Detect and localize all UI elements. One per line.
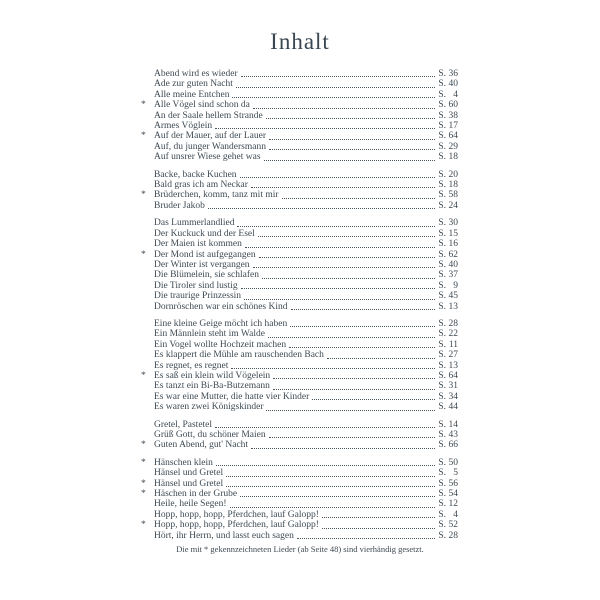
page-prefix: S. xyxy=(438,489,446,500)
page-number: 54 xyxy=(448,489,458,500)
page-prefix: S. xyxy=(438,457,446,468)
toc-entry xyxy=(141,479,458,489)
toc-entry xyxy=(141,371,458,381)
page-ref xyxy=(438,229,458,239)
page-ref xyxy=(438,499,458,509)
page-prefix: S. xyxy=(438,239,446,250)
page-ref xyxy=(438,69,458,79)
dot-leader xyxy=(253,108,435,109)
page-number: 36 xyxy=(448,69,458,79)
toc-entry xyxy=(141,260,458,270)
footnote: Die mit * gekennzeichneten Lieder (ab Seite 48) sind vierhändig gesetzt. xyxy=(176,544,424,554)
song-title: Alle Vögel sind schon da xyxy=(154,100,250,111)
toc-entry xyxy=(141,420,458,430)
song-title: Brüderchen, komm, tanz mit mir xyxy=(154,190,279,201)
page-prefix: S. xyxy=(438,190,446,201)
page-prefix: S. xyxy=(438,200,446,211)
dot-leader xyxy=(241,288,436,289)
toc-entry xyxy=(141,90,458,100)
song-title: Die Blümelein, sie schlafen xyxy=(154,270,259,281)
page-ref xyxy=(438,100,458,110)
dot-leader xyxy=(289,347,435,348)
song-title: Die Tiroler sind lustig xyxy=(154,280,238,291)
page-number: 16 xyxy=(448,239,458,250)
toc-group xyxy=(141,458,458,541)
song-title: Hänsel und Gretel xyxy=(154,468,224,479)
star-marker: * xyxy=(141,520,146,531)
page-ref xyxy=(438,458,458,468)
song-title: Es regnet, es regnet xyxy=(154,360,229,371)
toc-entry xyxy=(141,499,458,509)
toc-list xyxy=(141,69,458,548)
page-number: 62 xyxy=(448,249,458,260)
page-number: 29 xyxy=(448,141,458,152)
page-prefix: S. xyxy=(438,419,446,430)
page-prefix: S. xyxy=(438,259,446,270)
toc-entry xyxy=(141,229,458,239)
page-ref xyxy=(438,381,458,391)
song-title: Ein Männlein steht im Walde xyxy=(154,329,265,340)
page-number: 60 xyxy=(448,100,458,111)
song-title: Es waren zwei Königskinder xyxy=(154,402,264,413)
song-title: Bald gras ich am Neckar xyxy=(154,180,248,191)
toc-entry xyxy=(141,170,458,180)
song-title: Bruder Jakob xyxy=(154,200,205,211)
page-prefix: S. xyxy=(438,360,446,371)
song-title: Ade zur guten Nacht xyxy=(154,79,233,90)
song-title: Hopp, hopp, hopp, Pferdchen, lauf Galopp! xyxy=(154,509,319,520)
song-title: Alle meine Entchen xyxy=(154,89,230,100)
star-marker: * xyxy=(141,478,146,489)
song-title: Guten Abend, gut' Nacht xyxy=(154,440,249,451)
page-number: 12 xyxy=(448,499,458,510)
page-prefix: S. xyxy=(438,141,446,152)
page-prefix: S. xyxy=(438,391,446,402)
toc-entry xyxy=(141,350,458,360)
page-prefix: S. xyxy=(438,350,446,361)
page-number: 40 xyxy=(448,259,458,270)
page-number: 34 xyxy=(448,391,458,402)
dot-leader xyxy=(215,128,435,129)
star-marker: * xyxy=(141,489,146,500)
page-ref xyxy=(438,111,458,121)
page-number: 15 xyxy=(448,228,458,239)
page-ref xyxy=(438,239,458,249)
song-title: Ein Vogel wollte Hochzeit machen xyxy=(154,339,287,350)
dot-leader xyxy=(215,427,435,428)
page-ref xyxy=(438,79,458,89)
page-prefix: S. xyxy=(438,318,446,329)
dot-leader xyxy=(251,448,435,449)
page-ref xyxy=(438,319,458,329)
page-number: 31 xyxy=(448,381,458,392)
dot-leader xyxy=(290,326,435,327)
page-ref xyxy=(438,531,458,541)
page-ref xyxy=(438,468,458,478)
dot-leader xyxy=(231,368,435,369)
dot-leader xyxy=(226,486,435,487)
song-title: Der Mond ist aufgegangen xyxy=(154,249,256,260)
song-title: An der Saale hellem Strande xyxy=(154,110,263,121)
toc-entry xyxy=(141,121,458,131)
dot-leader xyxy=(230,507,436,508)
page-ref xyxy=(438,392,458,402)
page-ref xyxy=(438,302,458,312)
page-number: 58 xyxy=(448,190,458,201)
page-title: Inhalt xyxy=(270,29,330,54)
page-prefix: S. xyxy=(438,180,446,191)
page-number: 40 xyxy=(448,79,458,90)
page-number: 64 xyxy=(448,131,458,142)
page-number: 4 xyxy=(453,509,458,520)
toc-entry xyxy=(141,361,458,371)
page-number: 52 xyxy=(448,520,458,531)
page-number: 20 xyxy=(448,169,458,180)
page-ref xyxy=(438,479,458,489)
dot-leader xyxy=(264,160,436,161)
toc-entry xyxy=(141,520,458,530)
page-ref xyxy=(438,350,458,360)
toc-entry xyxy=(141,340,458,350)
page-prefix: S. xyxy=(438,291,446,302)
song-title: Das Lummerlandlied xyxy=(154,218,235,229)
toc-entry xyxy=(141,270,458,280)
dot-leader xyxy=(297,538,436,539)
song-title: Der Maien ist kommen xyxy=(154,239,242,250)
page-ref xyxy=(438,90,458,100)
page-number: 43 xyxy=(448,430,458,440)
song-title: Eine kleine Geige möcht ich haben xyxy=(154,318,288,329)
page-ref xyxy=(438,371,458,381)
page-ref xyxy=(438,142,458,152)
toc-entry xyxy=(141,319,458,329)
dot-leader xyxy=(273,389,436,390)
dot-leader xyxy=(322,517,435,518)
page-ref xyxy=(438,190,458,200)
song-title: Der Winter ist vergangen xyxy=(154,259,250,270)
page-number: 37 xyxy=(448,270,458,281)
dot-leader xyxy=(253,267,436,268)
toc-group xyxy=(141,420,458,451)
toc-entry xyxy=(141,180,458,190)
page-number: 5 xyxy=(453,468,458,479)
dot-leader xyxy=(258,236,436,237)
page-ref xyxy=(438,131,458,141)
dot-leader xyxy=(216,465,436,466)
toc-entry xyxy=(141,142,458,152)
page-number: 28 xyxy=(448,318,458,329)
star-marker: * xyxy=(141,190,146,201)
page-prefix: S. xyxy=(438,89,446,100)
star-marker: * xyxy=(141,131,146,142)
page-prefix: S. xyxy=(438,430,446,440)
toc-entry xyxy=(141,402,458,412)
page-ref xyxy=(438,260,458,270)
page-ref xyxy=(438,489,458,499)
toc-entry xyxy=(141,531,458,541)
toc-group xyxy=(141,319,458,413)
toc-entry xyxy=(141,152,458,162)
page-prefix: S. xyxy=(438,402,446,413)
star-marker: * xyxy=(141,457,146,468)
song-title: Es klappert die Mühle am rauschenden Bach xyxy=(154,350,324,361)
page-ref xyxy=(438,152,458,162)
page-ref xyxy=(438,420,458,430)
toc-entry xyxy=(141,430,458,440)
dot-leader xyxy=(245,247,435,248)
song-title: Gretel, Pastetel xyxy=(154,419,213,430)
page-prefix: S. xyxy=(438,152,446,163)
toc-entry xyxy=(141,69,458,79)
page-number: 9 xyxy=(453,280,458,291)
page-prefix: S. xyxy=(438,280,446,291)
dot-leader xyxy=(312,399,435,400)
page-prefix: S. xyxy=(438,79,446,90)
toc-group xyxy=(141,170,458,212)
toc-entry xyxy=(141,218,458,228)
star-marker: * xyxy=(141,370,146,381)
dot-leader xyxy=(266,118,436,119)
page-ref xyxy=(438,281,458,291)
toc-entry xyxy=(141,281,458,291)
dot-leader xyxy=(269,437,436,438)
page-ref xyxy=(438,329,458,339)
dot-leader xyxy=(237,226,435,227)
page-ref xyxy=(438,402,458,412)
dot-leader xyxy=(273,378,435,379)
page-number: 11 xyxy=(448,339,458,350)
star-marker: * xyxy=(141,249,146,260)
dot-leader xyxy=(240,177,436,178)
toc-entry xyxy=(141,79,458,89)
page-ref xyxy=(438,340,458,350)
page-prefix: S. xyxy=(438,520,446,531)
page-prefix: S. xyxy=(438,131,446,142)
page-ref xyxy=(438,218,458,228)
page-number: 44 xyxy=(448,402,458,413)
star-marker: * xyxy=(141,100,146,111)
song-title: Grüß Gott, du schöner Maien xyxy=(154,430,266,440)
page-prefix: S. xyxy=(438,110,446,121)
page-number: 18 xyxy=(448,180,458,191)
dot-leader xyxy=(241,76,436,77)
page-number: 38 xyxy=(448,110,458,121)
page-prefix: S. xyxy=(438,69,446,79)
dot-leader xyxy=(322,528,435,529)
page-prefix: S. xyxy=(438,468,446,479)
toc-entry xyxy=(141,458,458,468)
dot-leader xyxy=(262,278,435,279)
song-title: Heile, heile Segen! xyxy=(154,499,227,510)
page-prefix: S. xyxy=(438,339,446,350)
song-title: Hänsel und Gretel xyxy=(154,478,224,489)
page-prefix: S. xyxy=(438,509,446,520)
dot-leader xyxy=(208,208,435,209)
page-prefix: S. xyxy=(438,499,446,510)
toc-entry xyxy=(141,302,458,312)
page-number: 13 xyxy=(448,301,458,312)
page-ref xyxy=(438,510,458,520)
page-ref xyxy=(438,430,458,440)
song-title: Hört, ihr Herrn, und lasst euch sagen xyxy=(154,530,294,541)
page-number: 14 xyxy=(448,419,458,430)
page-number: 50 xyxy=(448,457,458,468)
page-number: 17 xyxy=(448,121,458,132)
toc-entry xyxy=(141,381,458,391)
page-prefix: S. xyxy=(438,218,446,229)
page-ref xyxy=(438,361,458,371)
song-title: Die traurige Prinzessin xyxy=(154,291,242,302)
page-ref xyxy=(438,201,458,211)
song-title: Dornröschen war ein schönes Kind xyxy=(154,301,288,312)
page-number: 66 xyxy=(448,440,458,451)
page-prefix: S. xyxy=(438,370,446,381)
song-title: Es war eine Mutter, die hatte vier Kinder xyxy=(154,391,310,402)
page-number: 27 xyxy=(448,350,458,361)
page-number: 18 xyxy=(448,152,458,163)
song-title: Armes Vöglein xyxy=(154,121,213,132)
page-prefix: S. xyxy=(438,228,446,239)
toc-entry xyxy=(141,131,458,141)
page-prefix: S. xyxy=(438,301,446,312)
page-prefix: S. xyxy=(438,169,446,180)
song-title: Häschen in der Grube xyxy=(154,489,238,500)
dot-leader xyxy=(269,139,435,140)
page-number: 13 xyxy=(448,360,458,371)
toc-entry xyxy=(141,190,458,200)
page-ref xyxy=(438,121,458,131)
dot-leader xyxy=(251,187,435,188)
page-ref xyxy=(438,440,458,450)
page-prefix: S. xyxy=(438,100,446,111)
page-prefix: S. xyxy=(438,329,446,340)
toc-entry xyxy=(141,201,458,211)
toc-entry xyxy=(141,291,458,301)
toc-entry xyxy=(141,510,458,520)
dot-leader xyxy=(291,309,436,310)
page-number: 30 xyxy=(448,218,458,229)
dot-leader xyxy=(327,358,435,359)
dot-leader xyxy=(236,87,435,88)
page-number: 4 xyxy=(453,89,458,100)
page-number: 56 xyxy=(448,478,458,489)
page-ref xyxy=(438,170,458,180)
toc-entry xyxy=(141,440,458,450)
page-number: 64 xyxy=(448,370,458,381)
page-prefix: S. xyxy=(438,121,446,132)
toc-group xyxy=(141,69,458,163)
page-prefix: S. xyxy=(438,249,446,260)
song-title: Auf der Mauer, auf der Lauer xyxy=(154,131,266,142)
page-ref xyxy=(438,520,458,530)
song-title: Auf unsrer Wiese gehet was xyxy=(154,152,261,163)
page-ref xyxy=(438,180,458,190)
page-prefix: S. xyxy=(438,381,446,392)
dot-leader xyxy=(269,149,435,150)
song-title: Der Kuckuck und der Esel xyxy=(154,228,255,239)
page-number: 45 xyxy=(448,291,458,302)
song-title: Auf, du junger Wandersmann xyxy=(154,141,266,152)
song-title: Hopp, hopp, hopp, Pferdchen, lauf Galopp! xyxy=(154,520,319,531)
page-number: 24 xyxy=(448,200,458,211)
page-prefix: S. xyxy=(438,478,446,489)
page-ref xyxy=(438,250,458,260)
dot-leader xyxy=(259,257,436,258)
dot-leader xyxy=(282,198,436,199)
dot-leader xyxy=(268,337,435,338)
toc-entry xyxy=(141,250,458,260)
toc-entry xyxy=(141,100,458,110)
page-ref xyxy=(438,270,458,280)
dot-leader xyxy=(232,97,435,98)
toc-entry xyxy=(141,111,458,121)
song-title: Hänschen klein xyxy=(154,457,213,468)
page-prefix: S. xyxy=(438,270,446,281)
dot-leader xyxy=(226,476,435,477)
song-title: Es tanzt ein Bi-Ba-Butzemann xyxy=(154,381,270,392)
dot-leader xyxy=(244,299,435,300)
page-prefix: S. xyxy=(438,440,446,451)
song-title: Backe, backe Kuchen xyxy=(154,169,237,180)
dot-leader xyxy=(266,410,435,411)
toc-entry xyxy=(141,239,458,249)
star-marker: * xyxy=(141,440,146,451)
song-title: Es saß ein klein wild Vögelein xyxy=(154,370,271,381)
page-number: 22 xyxy=(448,329,458,340)
toc-entry xyxy=(141,468,458,478)
page-prefix: S. xyxy=(438,530,446,541)
song-title: Abend wird es wieder xyxy=(154,69,238,79)
page-ref xyxy=(438,291,458,301)
toc-group xyxy=(141,218,458,312)
toc-entry xyxy=(141,329,458,339)
toc-entry xyxy=(141,489,458,499)
page-number: 28 xyxy=(448,530,458,541)
toc-entry xyxy=(141,392,458,402)
dot-leader xyxy=(240,496,435,497)
